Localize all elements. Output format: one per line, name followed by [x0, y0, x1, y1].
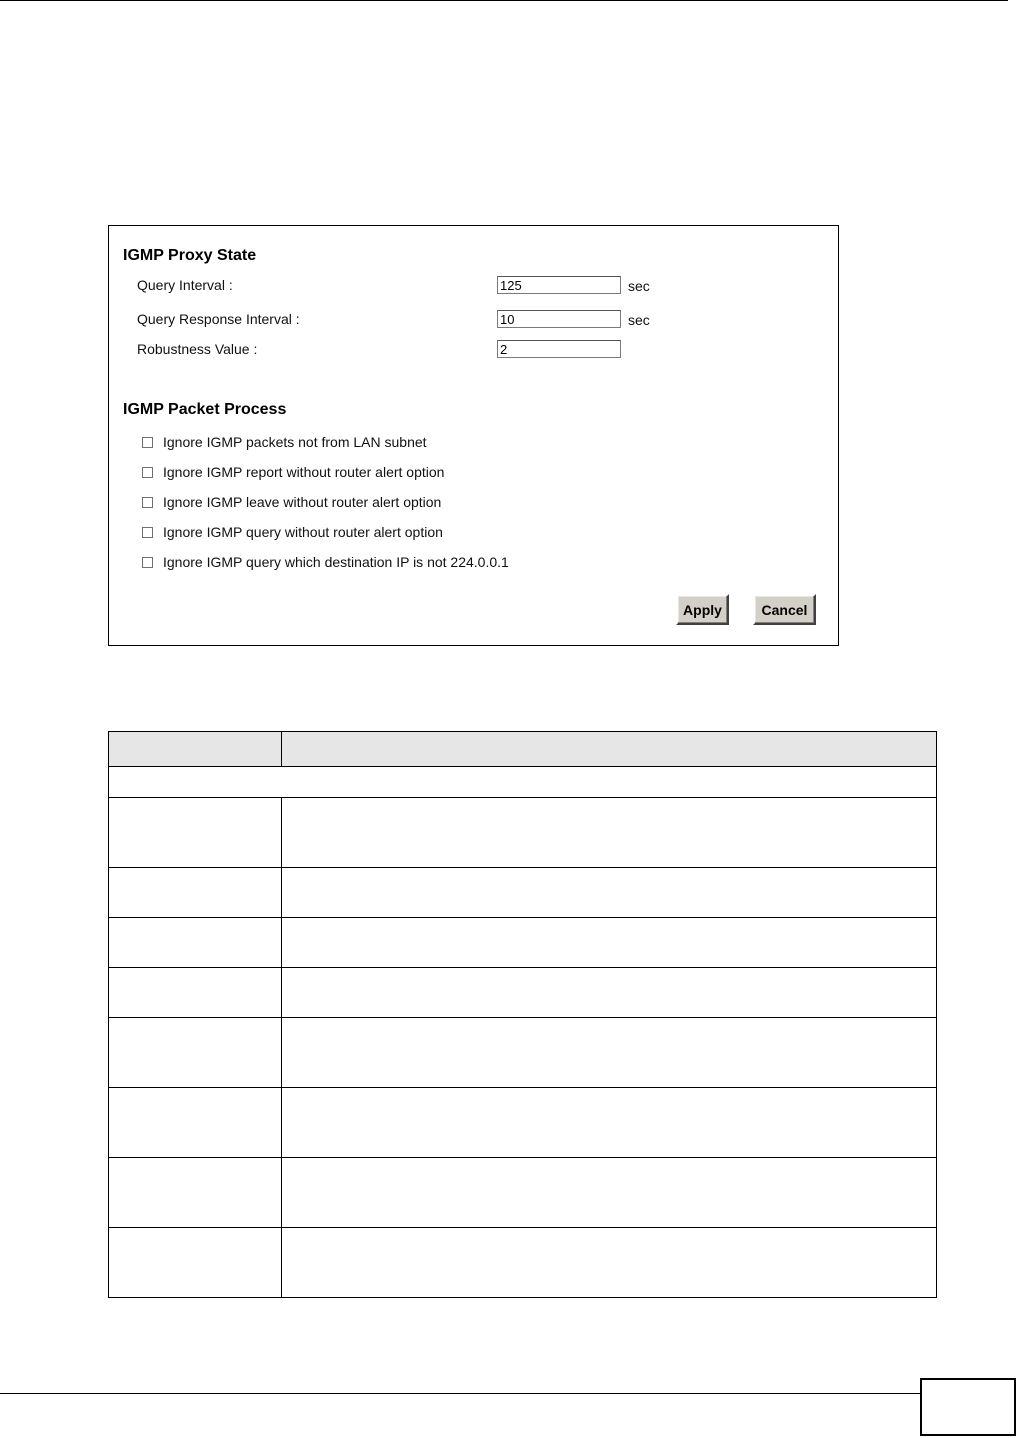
table-cell: [282, 1228, 937, 1298]
apply-button[interactable]: Apply: [676, 594, 729, 625]
checkbox[interactable]: [142, 437, 153, 448]
table-cell: [282, 868, 937, 918]
table-section-cell: [109, 767, 937, 798]
table-row: [109, 1088, 937, 1158]
table-row: [109, 1018, 937, 1088]
table-cell: [109, 1158, 282, 1228]
checkbox-row-query-no-alert[interactable]: [142, 523, 443, 541]
table-cell: [109, 968, 282, 1018]
table-row: [109, 798, 937, 868]
page-number-box: [920, 1378, 1016, 1436]
table-header-row: [109, 732, 937, 767]
table-cell: [282, 918, 937, 968]
query-response-interval-label: Query Response Interval :: [137, 311, 300, 327]
query-interval-unit: sec: [628, 278, 650, 294]
robustness-value-label: Robustness Value :: [137, 341, 258, 357]
description-table: [108, 731, 937, 1298]
query-response-interval-input[interactable]: [497, 310, 621, 328]
checkbox-row-query-dest-ip[interactable]: [142, 553, 509, 571]
query-interval-label: Query Interval :: [137, 277, 233, 293]
robustness-value-input[interactable]: [497, 340, 621, 358]
table-cell: [282, 1018, 937, 1088]
table-cell: [109, 798, 282, 868]
table-cell: [282, 1158, 937, 1228]
proxy-state-title: IGMP Proxy State: [123, 247, 257, 264]
packet-process-title: IGMP Packet Process: [123, 401, 287, 418]
table-cell: [282, 1088, 937, 1158]
footer-rule: [0, 1393, 920, 1394]
igmp-settings-panel: [108, 225, 839, 646]
table-section-row: [109, 767, 937, 798]
table-cell: [109, 1228, 282, 1298]
checkbox-label: Ignore IGMP query which destination IP is not 224.0.0.1: [163, 554, 509, 570]
table-header-cell: [109, 732, 282, 767]
checkbox-row-report-no-alert[interactable]: [142, 463, 444, 481]
table-row: [109, 868, 937, 918]
table-cell: [282, 968, 937, 1018]
checkbox[interactable]: [142, 527, 153, 538]
checkbox-label: Ignore IGMP query without router alert option: [163, 524, 443, 540]
checkbox-row-not-from-lan[interactable]: [142, 433, 427, 451]
table-cell: [109, 868, 282, 918]
checkbox-label: Ignore IGMP packets not from LAN subnet: [163, 434, 427, 450]
checkbox[interactable]: [142, 497, 153, 508]
cancel-button[interactable]: Cancel: [753, 594, 816, 625]
table-row: [109, 1228, 937, 1298]
checkbox[interactable]: [142, 557, 153, 568]
table-cell: [109, 918, 282, 968]
checkbox[interactable]: [142, 467, 153, 478]
table-row: [109, 1158, 937, 1228]
query-interval-input[interactable]: [497, 276, 621, 294]
checkbox-label: Ignore IGMP leave without router alert option: [163, 494, 442, 510]
table-cell: [109, 1018, 282, 1088]
table-row: [109, 968, 937, 1018]
table-header-cell: [282, 732, 937, 767]
checkbox-row-leave-no-alert[interactable]: [142, 493, 441, 511]
checkbox-label: Ignore IGMP report without router alert option: [163, 464, 445, 480]
query-response-interval-unit: sec: [628, 312, 650, 328]
table-row: [109, 918, 937, 968]
header-rule: [0, 0, 1008, 1]
table-cell: [109, 1088, 282, 1158]
table-cell: [282, 798, 937, 868]
